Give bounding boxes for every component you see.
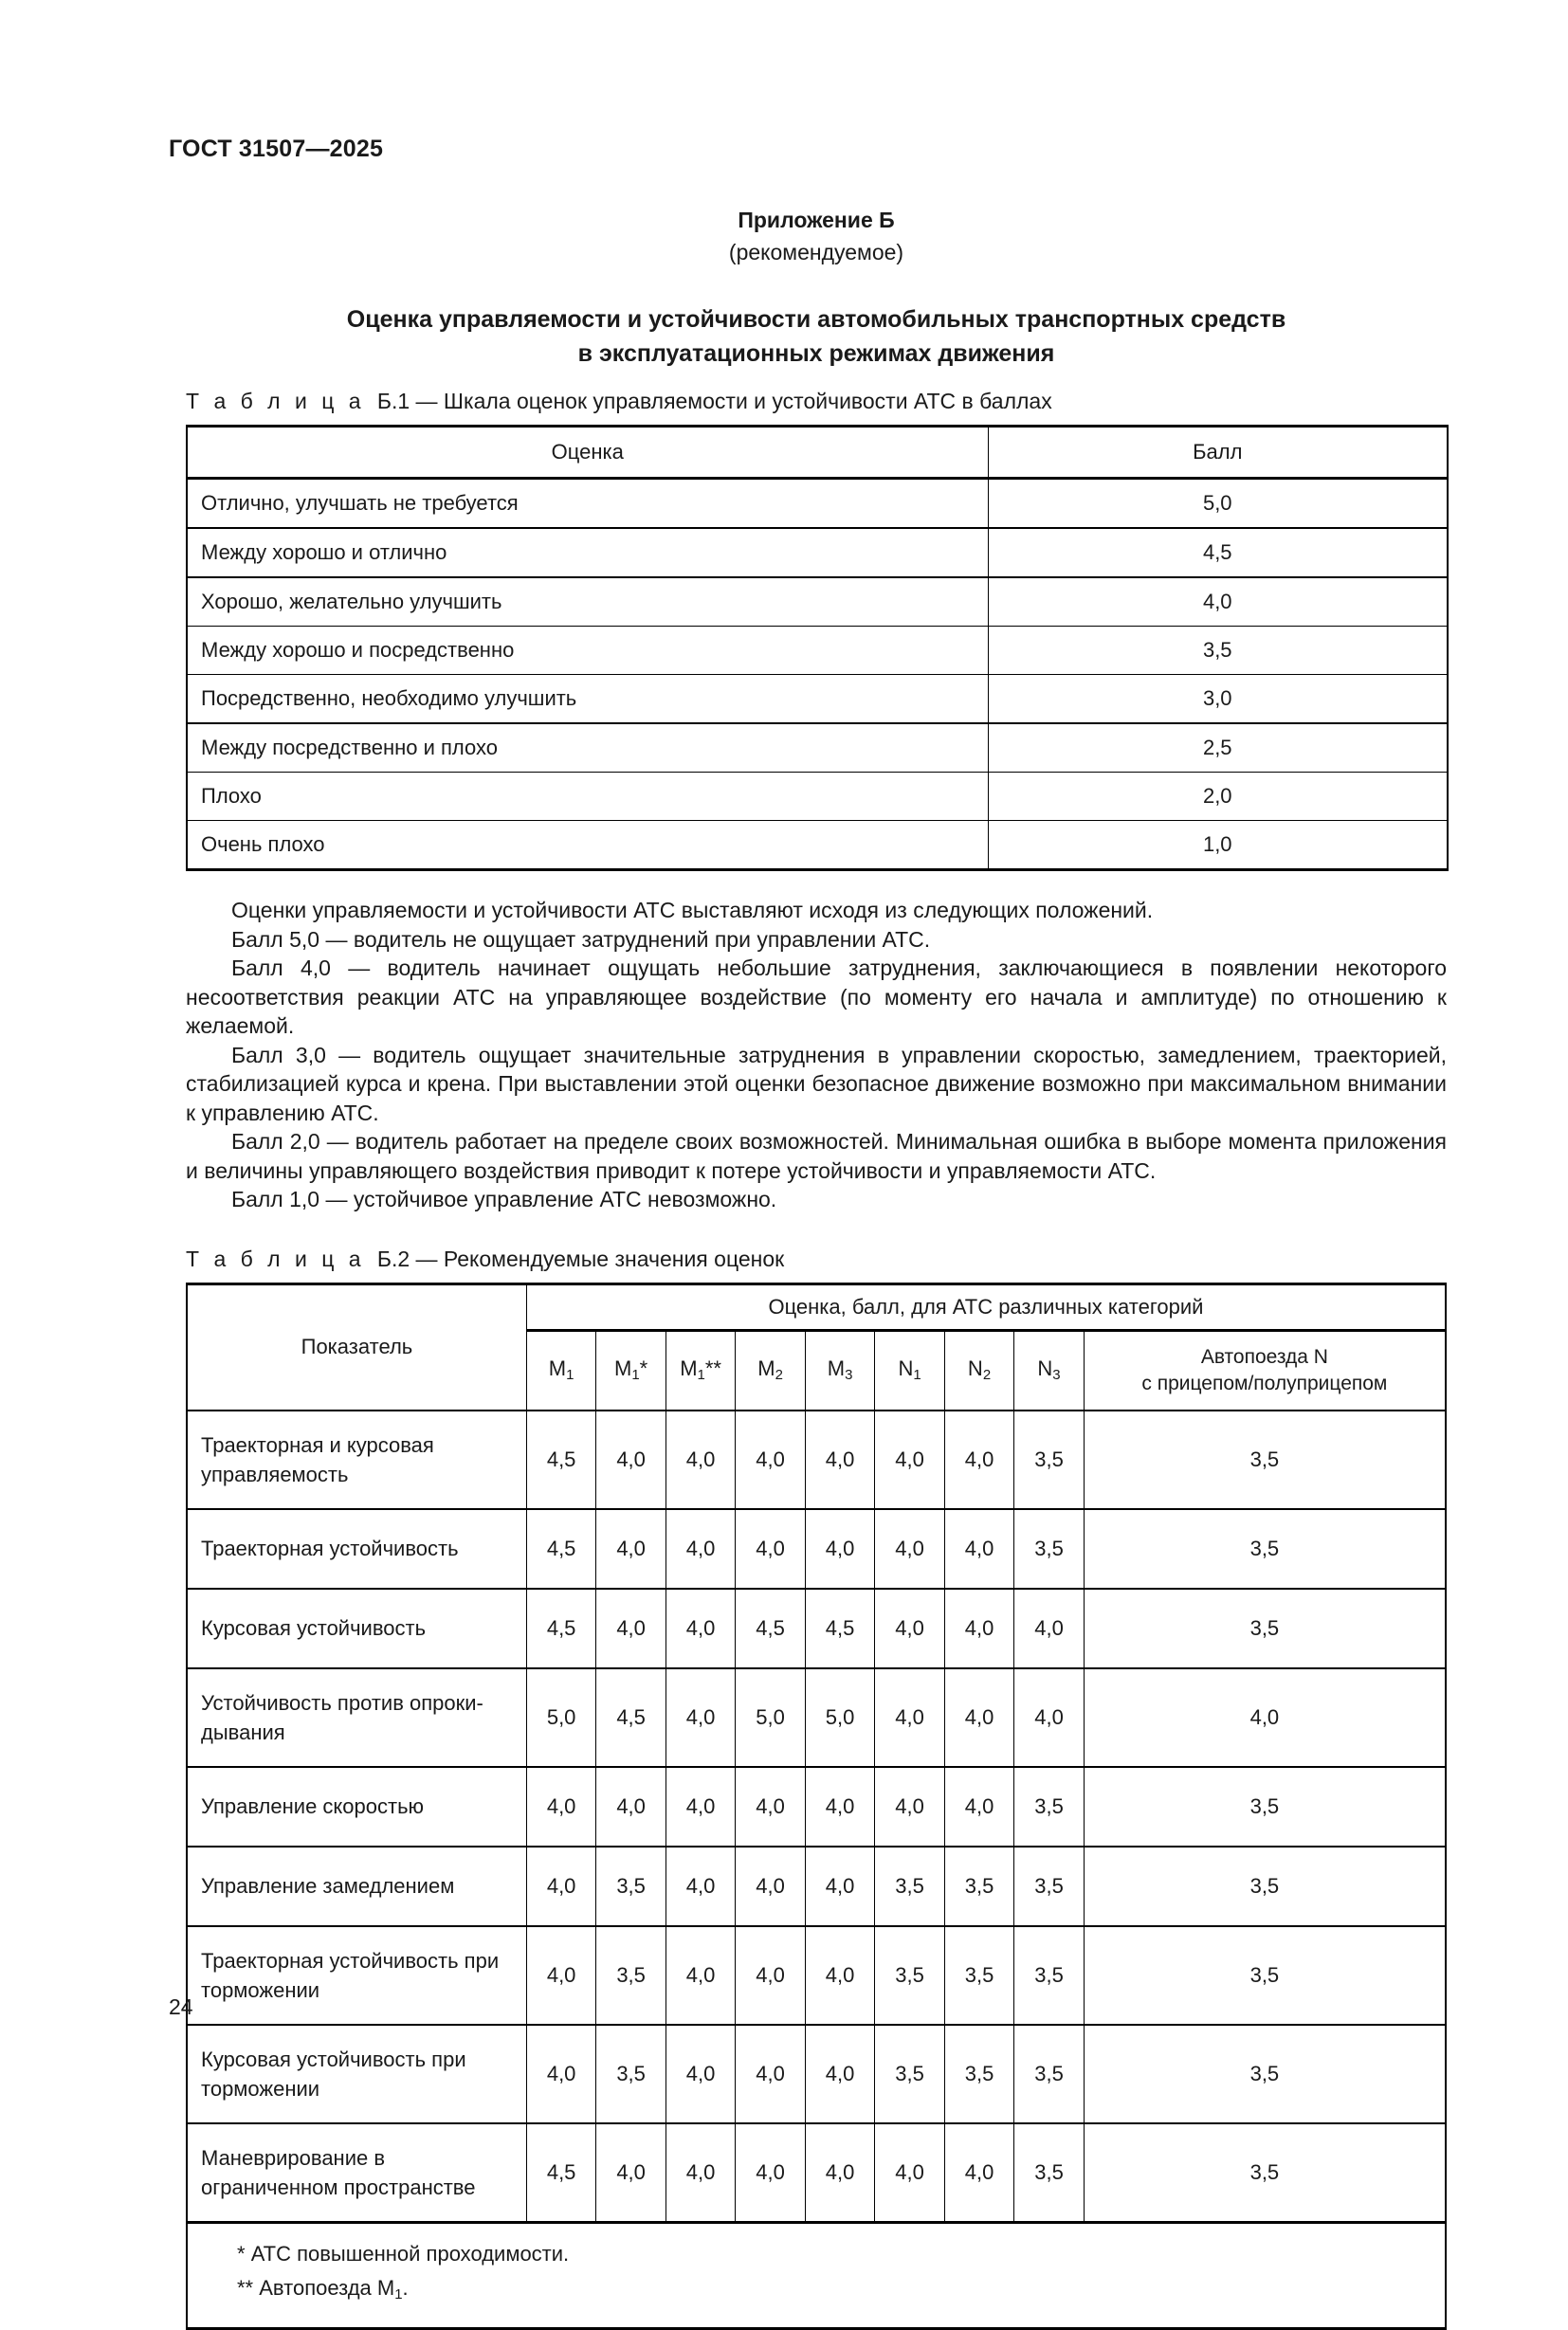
rating-label: Между посредственно и плохо (187, 723, 988, 773)
paragraph: Балл 1,0 — устойчивое управление АТС невозможно. (231, 1187, 777, 1211)
score-cell: 4,0 (875, 1509, 944, 1589)
score-cell: 4,0 (665, 2123, 735, 2223)
table-b2 (186, 1283, 1447, 2330)
score-cell: 4,0 (805, 1509, 874, 1589)
score-cell: 4,0 (526, 1847, 595, 1926)
score-cell: 4,0 (944, 1589, 1013, 1668)
appendix-kind: (рекомендуемое) (728, 240, 904, 264)
subscript: 2 (982, 1367, 992, 1384)
score-cell: 5,0 (526, 1668, 595, 1767)
indicator-label: Траекторная и курсовая управляемость (187, 1411, 526, 1509)
rating-score: 2,0 (988, 773, 1448, 821)
score-cell: 5,0 (736, 1668, 805, 1767)
table-b2-caption (186, 1245, 1447, 1273)
table-b2-footnotes-row (187, 2222, 1446, 2328)
table-b2-header-row-1 (187, 1283, 1446, 1330)
subscript: 2 (775, 1367, 783, 1384)
rating-label: Посредственно, необходимо улучшить (187, 675, 988, 724)
indicator-label: Управление замедлением (187, 1847, 526, 1926)
table-b2-category-n3: $N_3$ (1014, 1330, 1084, 1411)
score-cell: 4,0 (736, 2123, 805, 2223)
score-cell: 4,0 (875, 2123, 944, 2223)
footnote-marker: * (237, 2241, 246, 2266)
footnote-text-end: . (402, 2275, 409, 2300)
table-b1-header-rating: Оценка (187, 427, 988, 479)
table-b1-body (187, 479, 1448, 870)
appendix-heading-block (186, 204, 1447, 371)
table-row (187, 1668, 1446, 1767)
score-cell: 3,5 (944, 1926, 1013, 2025)
score-cell: 4,5 (526, 1589, 595, 1668)
footnote-marker: ** (704, 1356, 721, 1381)
table-row (187, 2025, 1446, 2123)
indicator-label: Курсовая устойчивость (187, 1589, 526, 1668)
score-cell: 4,0 (665, 1411, 735, 1509)
score-cell: 4,0 (526, 1767, 595, 1847)
indicator-label: Маневрирование в ограниченном пространстве (187, 2123, 526, 2223)
subscript: 1 (631, 1367, 640, 1384)
score-cell-road-train: 3,5 (1084, 1767, 1446, 1847)
score-cell: 4,0 (944, 1411, 1013, 1509)
table-row (187, 528, 1448, 577)
score-cell-road-train: 3,5 (1084, 1509, 1446, 1589)
score-cell: 3,5 (1014, 2025, 1084, 2123)
rating-score: 1,0 (988, 821, 1448, 870)
road-train-line-1: Автопоезда N (1200, 1345, 1328, 1368)
rating-label: Плохо (187, 773, 988, 821)
indicator-label: Траекторная устойчивость при торможении (187, 1926, 526, 2025)
table-b2-category-m1-doublestar: $M_1**$ (665, 1330, 735, 1411)
table-b1-section (186, 387, 1447, 2330)
score-cell: 4,0 (944, 1668, 1013, 1767)
table-b1-caption-rest: Б.1 — Шкала оценок управляемости и устойчивости АТС в баллах (376, 389, 1052, 413)
footnote-double-star (237, 2271, 1445, 2312)
rating-label: Между хорошо и отлично (187, 528, 988, 577)
score-cell: 4,0 (875, 1767, 944, 1847)
score-cell: 4,0 (665, 1589, 735, 1668)
score-cell: 4,0 (596, 1767, 665, 1847)
score-cell: 4,5 (805, 1589, 874, 1668)
rating-label: Хорошо, желательно улучшить (187, 577, 988, 627)
score-cell: 4,0 (944, 2123, 1013, 2223)
score-cell: 4,0 (736, 1926, 805, 2025)
score-cell: 3,5 (1014, 1926, 1084, 2025)
rating-score: 4,5 (988, 528, 1448, 577)
appendix-name: Приложение Б (738, 208, 895, 232)
table-b2-footnotes (187, 2222, 1446, 2328)
score-cell: 3,5 (1014, 1767, 1084, 1847)
table-b2-caption-rest: Б.2 — Рекомендуемые значения оценок (376, 1246, 785, 1271)
indicator-label: Устойчивость против опроки-дывания (187, 1668, 526, 1767)
footnote-marker: * (639, 1356, 648, 1381)
footnote-text: АТС повышенной проходимости. (250, 2241, 570, 2266)
table-b2-category-road-train (1084, 1330, 1446, 1411)
rating-score: 3,5 (988, 627, 1448, 675)
table-row (187, 723, 1448, 773)
score-cell: 4,5 (736, 1589, 805, 1668)
score-cell-road-train: 4,0 (1084, 1668, 1446, 1767)
score-cell: 4,0 (805, 1767, 874, 1847)
paragraph: Оценки управляемости и устойчивости АТС выставляют исходя из следующих положений. (231, 898, 1154, 922)
score-cell: 4,0 (596, 1411, 665, 1509)
rating-label: Отлично, улучшать не требуется (187, 479, 988, 529)
rating-label: Очень плохо (187, 821, 988, 870)
table-b2-header-indicator: Показатель (187, 1283, 526, 1411)
table-row (187, 2123, 1446, 2223)
footnote-marker: ** (237, 2275, 254, 2300)
score-cell: 4,0 (736, 1847, 805, 1926)
score-cell: 3,5 (1014, 1847, 1084, 1926)
table-b1-header-score: Балл (988, 427, 1448, 479)
body-text-block (186, 896, 1447, 1214)
score-cell: 4,0 (665, 1668, 735, 1767)
appendix-title-line-1: Оценка управляемости и устойчивости автомобильных транспортных средств (346, 306, 1286, 333)
score-cell: 5,0 (805, 1668, 874, 1767)
score-cell-road-train: 3,5 (1084, 1411, 1446, 1509)
score-cell: 4,0 (736, 1509, 805, 1589)
table-row (187, 675, 1448, 724)
score-cell-road-train: 3,5 (1084, 2025, 1446, 2123)
table-b1 (186, 425, 1449, 871)
table-b2-category-m2: $M_2$ (736, 1330, 805, 1411)
subscript: 1 (394, 2285, 403, 2303)
score-cell: 4,0 (1014, 1589, 1084, 1668)
table-b2-category-m3: $M_3$ (805, 1330, 874, 1411)
score-cell: 4,0 (665, 2025, 735, 2123)
score-cell: 4,5 (526, 2123, 595, 2223)
score-cell: 3,5 (1014, 1411, 1084, 1509)
score-cell: 4,0 (665, 1767, 735, 1847)
score-cell-road-train: 3,5 (1084, 1926, 1446, 2025)
score-cell: 4,0 (665, 1509, 735, 1589)
table-b1-caption-word: Т а б л и ц а (186, 389, 366, 413)
score-cell: 4,0 (875, 1411, 944, 1509)
score-cell: 3,5 (944, 1847, 1013, 1926)
table-b1-caption (186, 387, 1447, 415)
page-number: 24 (169, 1994, 193, 2019)
appendix-title (186, 302, 1447, 371)
table-row (187, 821, 1448, 870)
score-cell: 3,5 (596, 2025, 665, 2123)
score-cell: 4,0 (526, 1926, 595, 2025)
table-b2-category-n2: $N_2$ (944, 1330, 1013, 1411)
score-cell: 4,0 (805, 1847, 874, 1926)
rating-score: 2,5 (988, 723, 1448, 773)
table-b2-header-group: Оценка, балл, для АТС различных категорий (526, 1283, 1446, 1330)
table-row (187, 1847, 1446, 1926)
score-cell: 4,0 (596, 2123, 665, 2223)
score-cell: 4,0 (526, 2025, 595, 2123)
table-b2-body (187, 1411, 1446, 2329)
subscript: 1 (566, 1367, 574, 1384)
table-row (187, 577, 1448, 627)
paragraph: Балл 5,0 — водитель не ощущает затруднений при управлении АТС. (231, 926, 931, 952)
table-b2-category-n1: $N_1$ (875, 1330, 944, 1411)
score-cell: 3,5 (1014, 1509, 1084, 1589)
score-cell: 4,0 (736, 1411, 805, 1509)
table-row (187, 1767, 1446, 1847)
rating-label: Между хорошо и посредственно (187, 627, 988, 675)
score-cell: 4,0 (665, 1847, 735, 1926)
table-b2-category-m1-star: $M_1*$ (596, 1330, 665, 1411)
rating-score: 5,0 (988, 479, 1448, 529)
indicator-label: Курсовая устойчивость при торможении (187, 2025, 526, 2123)
paragraph: Балл 3,0 — водитель ощущает значительные затруднения в управлении скоростью, замедлением, траекторией, стабилизацией курса и крена. При выставлении этой оценки безопасное движение возможно при максимальном внимании к управлению АТС. (186, 1042, 1447, 1125)
score-cell: 3,5 (1014, 2123, 1084, 2223)
score-cell: 4,0 (944, 1509, 1013, 1589)
score-cell: 4,0 (805, 2123, 874, 2223)
running-header: ГОСТ 31507—2025 (169, 136, 384, 162)
table-row (187, 627, 1448, 675)
score-cell: 4,0 (805, 1926, 874, 2025)
score-cell-road-train: 3,5 (1084, 2123, 1446, 2223)
score-cell-road-train: 3,5 (1084, 1589, 1446, 1668)
subscript: 3 (845, 1367, 853, 1384)
subscript: 1 (697, 1367, 705, 1384)
score-cell: 4,0 (596, 1589, 665, 1668)
score-cell: 4,0 (596, 1509, 665, 1589)
paragraph: Балл 2,0 — водитель работает на пределе своих возможностей. Минимальная ошибка в выборе момента приложения и величины управляющего воздействия приводит к потере устойчивости и управляемости АТС. (186, 1129, 1447, 1183)
rating-score: 4,0 (988, 577, 1448, 627)
rating-score: 3,0 (988, 675, 1448, 724)
score-cell: 4,5 (526, 1411, 595, 1509)
indicator-label: Траекторная устойчивость (187, 1509, 526, 1589)
subscript: 3 (1052, 1367, 1061, 1384)
table-row (187, 1509, 1446, 1589)
table-row (187, 1411, 1446, 1509)
score-cell: 4,0 (1014, 1668, 1084, 1767)
table-b2-caption-word: Т а б л и ц а (186, 1246, 366, 1271)
score-cell-road-train: 3,5 (1084, 1847, 1446, 1926)
score-cell: 4,0 (805, 1411, 874, 1509)
score-cell: 4,0 (875, 1668, 944, 1767)
score-cell: 4,0 (665, 1926, 735, 2025)
score-cell: 4,0 (944, 1767, 1013, 1847)
table-b2-category-m1: $M_1$ (526, 1330, 595, 1411)
score-cell: 3,5 (596, 1926, 665, 2025)
footnote-text: Автопоезда M (259, 2275, 395, 2300)
score-cell: 4,5 (526, 1509, 595, 1589)
road-train-line-2: с прицепом/полуприцепом (1141, 1372, 1388, 1394)
subscript: 1 (913, 1367, 921, 1384)
score-cell: 4,0 (736, 1767, 805, 1847)
paragraph: Балл 4,0 — водитель начинает ощущать небольшие затруднения, заключающиеся в появлении некоторого несоответствия реакции АТС на управляющее воздействие (по моменту его начала и амплитуде) по отношению к желаемой. (186, 956, 1447, 1038)
table-b1-header-row (187, 427, 1448, 479)
score-cell: 4,0 (875, 1589, 944, 1668)
table-row (187, 1926, 1446, 2025)
score-cell: 3,5 (875, 1926, 944, 2025)
score-cell: 3,5 (875, 2025, 944, 2123)
score-cell: 3,5 (875, 1847, 944, 1926)
table-row (187, 479, 1448, 529)
score-cell: 3,5 (596, 1847, 665, 1926)
table-row (187, 1589, 1446, 1668)
indicator-label: Управление скоростью (187, 1767, 526, 1847)
table-row (187, 773, 1448, 821)
score-cell: 4,5 (596, 1668, 665, 1767)
score-cell: 4,0 (805, 2025, 874, 2123)
score-cell: 3,5 (944, 2025, 1013, 2123)
score-cell: 4,0 (736, 2025, 805, 2123)
footnote-single-star (237, 2237, 1445, 2271)
appendix-title-line-2: в эксплуатационных режимах движения (577, 340, 1055, 367)
